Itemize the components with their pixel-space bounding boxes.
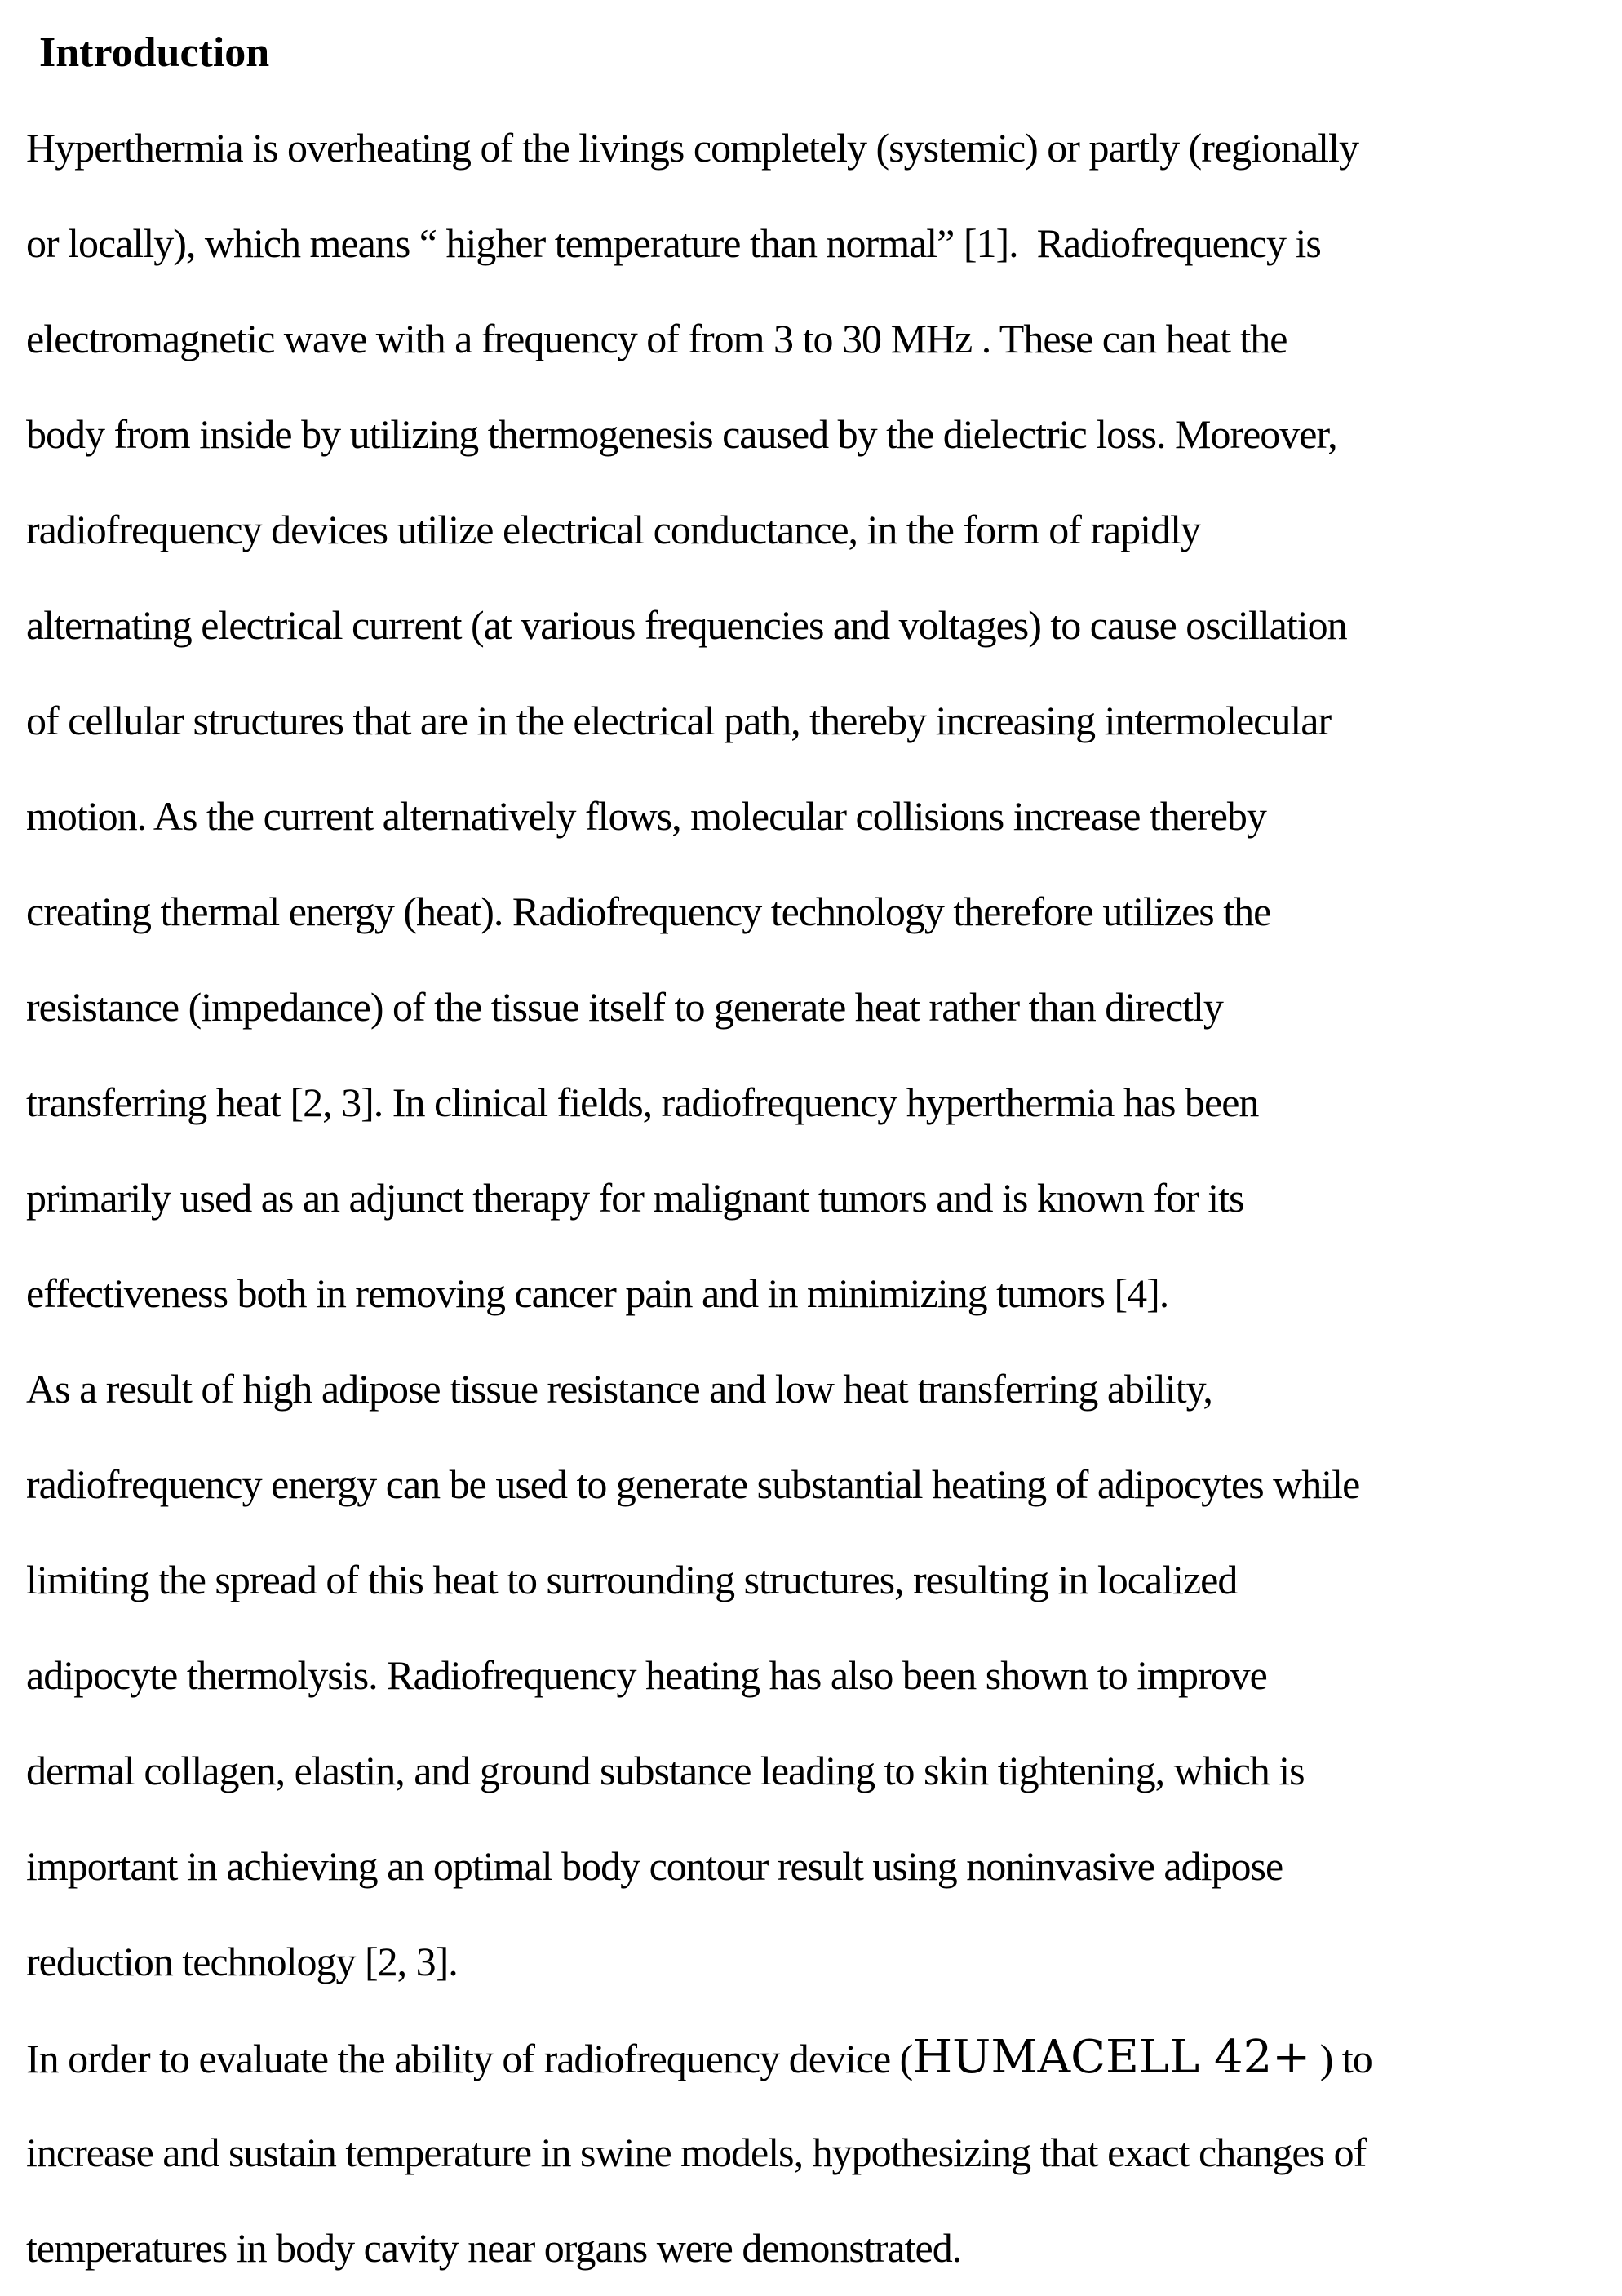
text-line: reduction technology [2, 3]. — [26, 1939, 458, 1984]
text-line: transferring heat [2, 3]. In clinical fields, radiofrequency hyperthermia has been — [26, 1079, 1259, 1125]
text-line — [26, 2010, 1601, 2105]
text-line: resistance (impedance) of the tissue itself to generate heat rather than directly — [26, 984, 1223, 1030]
text-line: Hyperthermia is overheating of the livings completely (systemic) or partly (regionally — [26, 125, 1358, 171]
paragraph-3 — [26, 2010, 1601, 2296]
text-line: electromagnetic wave with a frequency of from 3 to 30 MHz . These can heat the — [26, 316, 1287, 361]
text-line: increase and sustain temperature in swine models, hypothesizing that exact changes of — [26, 2130, 1367, 2175]
text-line: body from inside by utilizing thermogenesis caused by the dielectric loss. Moreover, — [26, 411, 1337, 457]
text-line: As a result of high adipose tissue resistance and low heat transferring ability, — [26, 1366, 1212, 1412]
device-name: HUMACELL 42+ — [912, 2031, 1311, 2084]
text-line: motion. As the current alternatively flows, molecular collisions increase thereby — [26, 793, 1266, 839]
text-line: effectiveness both in removing cancer pain and in minimizing tumors [4]. — [26, 1270, 1169, 1316]
text-line-segment: ) to — [1310, 2036, 1372, 2081]
text-line: radiofrequency energy can be used to generate substantial heating of adipocytes while — [26, 1461, 1360, 1507]
text-line: primarily used as an adjunct therapy for malignant tumors and is known for its — [26, 1175, 1244, 1221]
text-line: important in achieving an optimal body contour result using noninvasive adipose — [26, 1843, 1283, 1889]
section-heading: Introduction — [39, 29, 270, 76]
text-line: creating thermal energy (heat). Radiofrequency technology therefore utilizes the — [26, 889, 1271, 934]
text-line: alternating electrical current (at various frequencies and voltages) to cause oscillation — [26, 602, 1347, 648]
paragraph-2 — [26, 1341, 1601, 2010]
text-line: radiofrequency devices utilize electrical conductance, in the form of rapidly — [26, 507, 1200, 552]
text-line: dermal collagen, elastin, and ground substance leading to skin tightening, which is — [26, 1748, 1305, 1793]
text-line: or locally), which means “ higher temperature than normal” [1]. Radiofrequency is — [26, 220, 1321, 266]
text-line-segment: In order to evaluate the ability of radiofrequency device ( — [26, 2036, 913, 2081]
paragraph-1 — [26, 100, 1601, 1341]
text-line: limiting the spread of this heat to surrounding structures, resulting in localized — [26, 1557, 1238, 1602]
paragraph-3-rest — [26, 2105, 1601, 2296]
text-line: temperatures in body cavity near organs were demonstrated. — [26, 2225, 962, 2271]
text-line: of cellular structures that are in the electrical path, thereby increasing intermolecular — [26, 698, 1332, 743]
text-line: adipocyte thermolysis. Radiofrequency heating has also been shown to improve — [26, 1652, 1267, 1698]
